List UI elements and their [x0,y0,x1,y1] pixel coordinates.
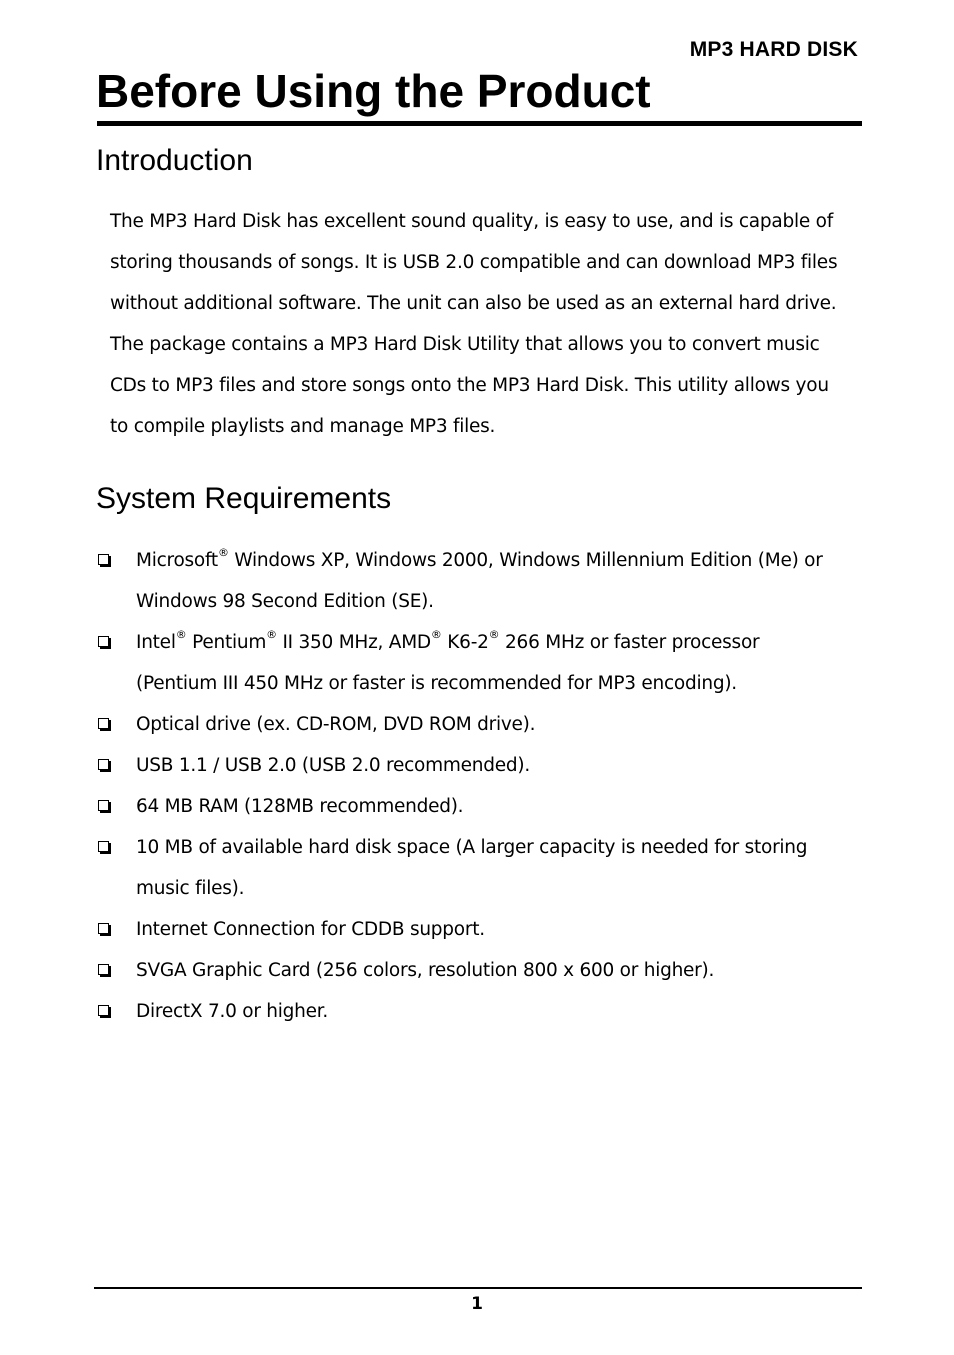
checkbox-icon [98,759,109,770]
checkbox-icon [98,800,109,811]
footer-rule [94,1287,862,1289]
requirement-text: DirectX 7.0 or higher. [136,1001,329,1022]
intro-line: to compile playlists and manage MP3 files. [110,416,496,437]
requirement-internet [96,909,856,950]
checkbox-icon [98,1005,109,1016]
intro-line: without additional software. The unit can also be used as an external hard drive. [110,293,837,314]
requirement-text: 266 MHz or faster processor [499,632,760,653]
requirement-text: 64 MB RAM (128MB recommended). [136,796,464,817]
requirement-text: Internet Connection for CDDB support. [136,919,485,940]
registered-mark: ® [488,627,500,641]
requirement-directx [96,991,856,1032]
introduction-paragraph [110,201,850,447]
requirement-optical-drive [96,704,856,745]
checkbox-icon [98,964,109,975]
intro-line: storing thousands of songs. It is USB 2.0 compatible and can download MP3 files [110,252,838,273]
requirement-text: USB 1.1 / USB 2.0 (USB 2.0 recommended). [136,755,530,776]
system-requirements-heading: System Requirements [96,482,392,515]
checkbox-icon [98,841,109,852]
registered-mark: ® [266,627,277,641]
requirement-text: K6-2 [441,632,489,653]
checkbox-icon [98,636,109,647]
registered-mark: ® [430,627,442,641]
requirement-text-continued: Windows 98 Second Edition (SE). [136,591,434,612]
requirement-text: Pentium [186,632,267,653]
requirement-os [96,540,856,622]
requirement-text: Microsoft [136,550,218,571]
requirements-list [96,540,856,1032]
requirement-disk-space [96,827,856,909]
introduction-heading: Introduction [96,144,253,177]
page-title: Before Using the Product [96,65,651,117]
requirement-text: Intel [136,632,176,653]
title-rule [97,121,862,126]
requirement-text: Windows XP, Windows 2000, Windows Millennium Edition (Me) or [228,550,823,571]
requirement-text: SVGA Graphic Card (256 colors, resolution 800 x 600 or higher). [136,960,715,981]
checkbox-icon [98,923,109,934]
running-header: MP3 HARD DISK [689,38,858,61]
requirement-processor [96,622,856,704]
requirement-ram [96,786,856,827]
requirement-text-continued: music files). [136,878,245,899]
requirement-text: II 350 MHz, AMD [276,632,431,653]
intro-line: The MP3 Hard Disk has excellent sound quality, is easy to use, and is capable of [110,211,833,232]
checkbox-icon [98,554,109,565]
checkbox-icon [98,718,109,729]
intro-line: The package contains a MP3 Hard Disk Utility that allows you to convert music [110,334,820,355]
requirement-text-continued: (Pentium III 450 MHz or faster is recommended for MP3 encoding). [136,673,737,694]
registered-mark: ® [175,627,187,641]
requirement-text: Optical drive (ex. CD-ROM, DVD ROM drive). [136,714,536,735]
registered-mark: ® [217,545,229,559]
page-number: 1 [471,1294,483,1314]
requirement-usb [96,745,856,786]
requirement-text: 10 MB of available hard disk space (A larger capacity is needed for storing [136,837,808,858]
intro-line: CDs to MP3 files and store songs onto the MP3 Hard Disk. This utility allows you [110,375,829,396]
requirement-graphics [96,950,856,991]
